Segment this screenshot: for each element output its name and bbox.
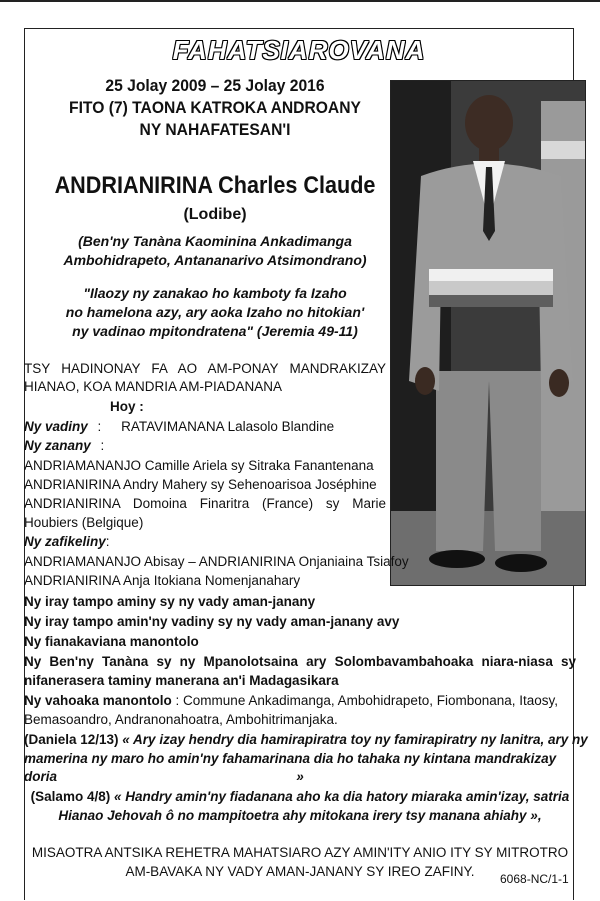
signatories-heading: Hoy : bbox=[110, 399, 144, 414]
daniel-reference: (Daniela 12/13) bbox=[24, 732, 119, 747]
public-line-2: Bemasoandro, Andranonahoatra, Ambohitrimanjaka. bbox=[24, 712, 338, 727]
reference-code: 6068-NC/1-1 bbox=[500, 872, 569, 886]
quote-line-2: no hamelona azy, ary aoka Izaho no hitokian' bbox=[65, 304, 365, 320]
notice-title: FAHATSIAROVANA bbox=[172, 35, 426, 65]
top-rule bbox=[0, 0, 600, 2]
origin-line-1: (Ben'ny Tanàna Kaominina Ankadimanga bbox=[78, 233, 352, 249]
children-separator: : bbox=[100, 438, 105, 453]
children-label-row bbox=[24, 437, 104, 455]
thanks-line-2: AM-BAVAKA NY VADY AMAN-JANANY SY IREO ZAFINY. bbox=[125, 864, 475, 879]
psalm-verse-line-1 bbox=[24, 788, 576, 806]
family-line: Ny iray tampo amin'ny vadiny sy ny vady aman-janany avy bbox=[24, 614, 400, 629]
quote-line-3: ny vadinao mpitondratena" (Jeremia 49-11) bbox=[72, 323, 358, 339]
grandchild-line: ANDRIANIRINA Anja Itokiana Nomenjanahary bbox=[24, 573, 301, 588]
date-range: 25 Jolay 2009 – 25 Jolay 2016 bbox=[105, 76, 325, 95]
announcement-line-1: TSY HADINONAY FA AO AM-PONAY MANDRAKIZAY bbox=[24, 361, 386, 376]
public-label: Ny vahoaka manontolo bbox=[24, 693, 172, 708]
announcement-line-2: HIANAO, KOA MANDRIA AM-PIADANANA bbox=[24, 379, 283, 394]
child-line: ANDRIAMANANJO Camille Ariela sy Sitraka Fanantenana bbox=[24, 458, 374, 473]
quote-line-1: "Ilaozy ny zanakao ho kamboty fa Izaho bbox=[83, 285, 347, 301]
portrait-photo bbox=[390, 80, 586, 586]
children-label: Ny zanany bbox=[24, 438, 91, 453]
headline-anniversary: FITO (7) TAONA KATROKA ANDROANY bbox=[69, 98, 361, 117]
mayors-line-2: nifanerasera taminy manerana an'i Madagasikara bbox=[24, 673, 339, 688]
thanks-line-1: MISAOTRA ANTSIKA REHETRA MAHATSIARO AZY AMIN'ITY ANIO ITY SY MITROTRO bbox=[31, 845, 569, 860]
child-line: ANDRIANIRINA Andry Mahery sy Sehenoarisoa Joséphine bbox=[24, 477, 377, 492]
mayors-line-1: Ny Ben'ny Tanàna sy ny Mpanolotsaina ary Solombavambahoaka niara-niasa sy bbox=[24, 654, 576, 669]
portrait-illustration bbox=[391, 81, 586, 586]
headline-death-of: NY NAHAFATESAN'I bbox=[139, 120, 291, 139]
family-line: Ny fianakaviana manontolo bbox=[24, 634, 199, 649]
psalm-verse-text: « Handry amin'ny fiadanana aho ka dia hatory miaraka amin'izay, satria bbox=[110, 789, 570, 804]
daniel-verse-close: » bbox=[296, 769, 304, 784]
spouse-label: Ny vadiny bbox=[24, 419, 88, 434]
public-communes: : Commune Ankadimanga, Ambohidrapeto, Fiombonana, Itaosy, bbox=[171, 693, 559, 708]
psalm-reference: (Salamo 4/8) bbox=[30, 789, 111, 804]
public-line-1 bbox=[24, 692, 576, 710]
spouse-row bbox=[24, 418, 334, 436]
psalm-verse-line-2: Hianao Jehovah ô no mampitoetra ahy mitokana irery tsy manana ahiahy », bbox=[58, 808, 542, 823]
origin-line-2: Ambohidrapeto, Antananarivo Atsimondrano) bbox=[63, 252, 367, 268]
spouse-name: RATAVIMANANA Lalasolo Blandine bbox=[121, 419, 335, 434]
daniel-verse-text: « Ary izay hendry dia hamirapiratra toy ny famirapiratry ny lanitra, ary ny bbox=[118, 732, 588, 747]
deceased-nickname: (Lodibe) bbox=[183, 206, 247, 223]
grandchildren-label-row bbox=[24, 533, 110, 551]
child-line: Houbiers (Belgique) bbox=[24, 515, 144, 530]
grandchild-line: ANDRIAMANANJO Abisay – ANDRIANIRINA Onjaniaina Tsiafoy bbox=[24, 554, 409, 569]
family-line: Ny iray tampo aminy sy ny vady aman-janany bbox=[24, 594, 316, 609]
grandchildren-separator: : bbox=[105, 534, 110, 549]
grandchildren-label: Ny zafikeliny bbox=[24, 534, 106, 549]
child-line: ANDRIANIRINA Domoina Finaritra (France) sy Marie bbox=[24, 496, 386, 511]
daniel-verse-line-2: mamerina ny maro ho amin'ny fahamarinana dia ho tahaka ny kintana mandrakizay doria bbox=[24, 751, 557, 784]
daniel-verse-line-1 bbox=[24, 731, 588, 749]
deceased-name: ANDRIANIRINA Charles Claude bbox=[54, 172, 376, 199]
spouse-separator: : bbox=[97, 419, 102, 434]
